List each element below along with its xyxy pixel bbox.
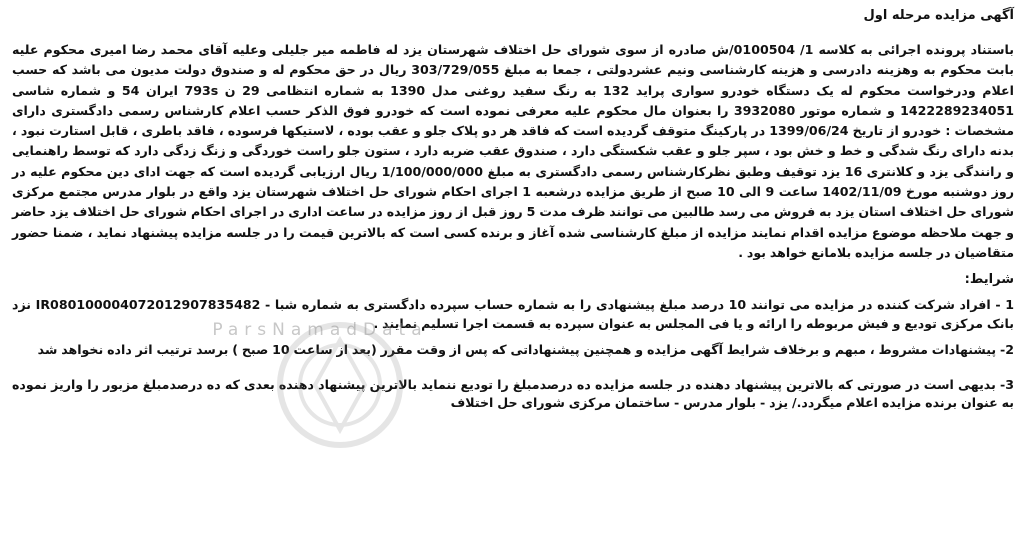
notice-title: آگهی مزایده مرحله اول bbox=[863, 8, 1014, 23]
conditions-heading: شرایط: bbox=[964, 272, 1014, 288]
condition-item-3: 3- بدیهی است در صورتی که بالاترین پیشنهاد دهنده در جلسه مزایده ده درصدمبلغ را توديع ننماید بالاترین پیشنهاد دهنده بعدی که ده درصدمبلغ مزبور را واریز نموده به عنوان برنده مزایده اعلام میگردد./ یزد - بلوار مدرس - ساختمان مرکزی شورای حل اختلاف bbox=[12, 376, 1014, 411]
notice-body: باستناد پرونده اجرائی به کلاسه 1/ 0100504/ش صادره از سوی شورای حل اختلاف شهرستان یزد له فاطمه میر جلیلی وعلیه آقای محمد رضا امیری محکوم علیه بابت محکوم به وهزینه دادرسی و هزینه کارشناسی ونیم عشردولتی ، جمعا به مبلغ 303/729/055 ریال در حق محکوم له و صندوق دولت مدیون می باشد که حسب اعلام ودرخواست محکوم له یک دستگاه خودرو سواری پراید 132 به رنگ سفید روغنی مدل 1390 به شماره انتظامی 29 ن 793s ایران 54 و شماره شاسی 1422289234051 و شماره موتور 3932080 را بعنوان مال محکوم علیه معرفی نموده است که خودرو فوق الذکر حسب اعلام کارشناس رسمی دادگستری دارای مشخصات : خودرو از تاریخ 1399/06/24 در پارکینگ متوقف گردیده است که فاقد هر دو پلاک جلو و عقب بوده ، لاستیکها فرسوده ، فاقد باطری ، قابل استارت نبود ، بدنه دارای رنگ شدگی و خط و خش بود ، سپر جلو و عقب شکستگی دارد ، صندوق عقب ضربه دارد ، ستون جلو راست خوردگی و زنگ زدگی دارد که توسط راهنمایی و رانندگی یزد و کلانتری 16 یزد توقیف وطبق نظرکارشناس رسمی دادگستری به مبلغ 1/100/000/000 ریال ارزیابی گردیده است که جهت ادای دین محکوم علیه در روز دوشنبه مورخ 1402/11/09 ساعت 9 الی 10 صبح از طریق مزایده درشعبه 1 اجرای احکام شورای حل اختلاف شهرستان یزد واقع در بلوار مدرس مجتمع مرکزی شورای حل اختلاف استان یزد به فروش می رسد طالبین می توانند ظرف مدت 5 روز قبل از روز مزایده در ساعت اداری در اجرای احکام شورای حل اختلاف یزد حاضر و جهت ملاحظه موضوع مزایده اقدام نمایند مزایده از مبلغ کارشناسی شده آغاز و برنده کسی است که بالاترین قیمت را در جلسه مزایده پیشنهاد نماید ، ضمنا حضور متقاضیان در جلسه مزایده بلامانع خواهد بود . bbox=[12, 42, 1015, 260]
condition-item-1: 1 - افراد شرکت کننده در مزایده می توانند 10 درصد مبلغ پیشنهادی را به شماره حساب سپرده دادگستری به شماره شبا - IR080100004072012907835482 نزد بانک مرکزی توديع و فيش مربوطه را ارائه و يا فی المجلس به عنوان سپرده به قسمت اجرا تسليم نمايند . bbox=[12, 297, 1014, 331]
watermark-brand-en: ParsNamadData bbox=[212, 320, 428, 340]
condition-item-2: 2- پیشنهادات مشروط ، مبهم و برخلاف شرایط آگهی مزایده و همچنین پیشنهاداتی که پس از وقت مقرر (بعد از ساعت 10 صبح ) برسد ترتیب اثر داده نخواهد شد bbox=[37, 342, 1014, 358]
